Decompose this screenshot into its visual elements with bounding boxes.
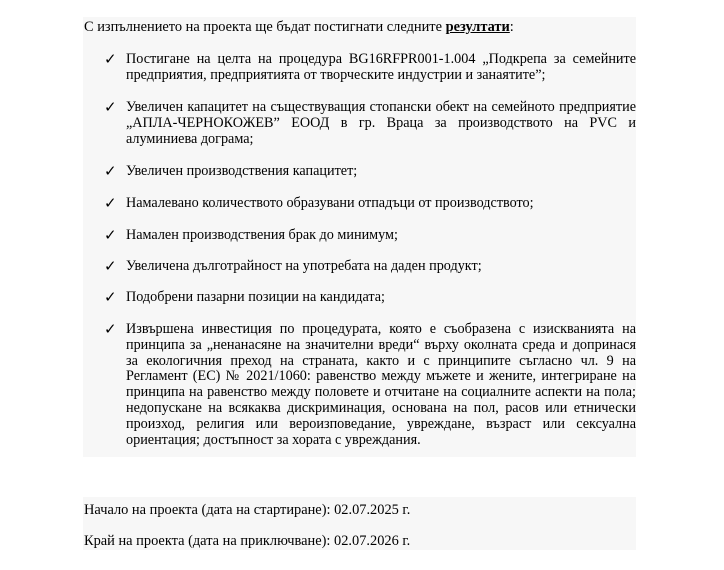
result-text: Увеличена дълготрайност на употребата на даден продукт;	[126, 258, 482, 274]
check-mark-icon: ✓	[104, 288, 117, 306]
project-end-date: Край на проекта (дата на приключване): 02.07.2026 г.	[84, 533, 411, 549]
intro-colon: :	[509, 19, 514, 35]
intro-text: С изпълнението на проекта ще бъдат постигнати следните	[84, 19, 446, 35]
result-text: Увеличен капацитет на съществуващия стопански обект на семейното предприятие „АПЛА-ЧЕРНОКОЖЕВ” ЕООД в гр. Враца за производството на PVC и алуминиева дограма;	[126, 99, 636, 147]
check-mark-icon: ✓	[104, 226, 117, 244]
check-mark-icon: ✓	[104, 194, 117, 212]
result-text: Постигане на целта на процедура BG16RFPR001-1.004 „Подкрепа за семейните предприятия, предприятията от творческите индустрии и занаятите”;	[126, 51, 636, 83]
check-mark-icon: ✓	[104, 50, 117, 68]
project-start-date: Начало на проекта (дата на стартиране): 02.07.2025 г.	[84, 502, 411, 518]
check-mark-icon: ✓	[104, 257, 117, 275]
result-text: Извършена инвестиция по процедурата, която е съобразена с изискванията на принципа за „ненанасяне на значителни вреди“ върху околната среда и допринася за екологичния преход на страната, както и с принципите съгласно чл. 9 на Регламент (ЕС) № 2021/1060: равенство между мъжете и жените, интегриране на принципа на равенство между половете и отчитане на социалните аспекти на пола; недопускане на всякаква дискриминация, основана на пол, расов или етнически произход, религия или вероизповедание, увреждане, възраст или сексуална ориентация; достъпност за хората с увреждания.	[126, 321, 636, 448]
check-mark-icon: ✓	[104, 162, 117, 180]
check-mark-icon: ✓	[104, 98, 117, 116]
result-text: Увеличен производствения капацитет;	[126, 163, 358, 179]
result-text: Подобрени пазарни позиции на кандидата;	[126, 289, 385, 305]
results-heading-word: резултати	[445, 19, 510, 35]
results-intro	[84, 18, 514, 36]
result-text: Намален производствения брак до минимум;	[126, 227, 398, 243]
check-mark-icon: ✓	[104, 320, 117, 338]
result-text: Намалевано количеството образувани отпадъци от производството;	[126, 195, 534, 211]
